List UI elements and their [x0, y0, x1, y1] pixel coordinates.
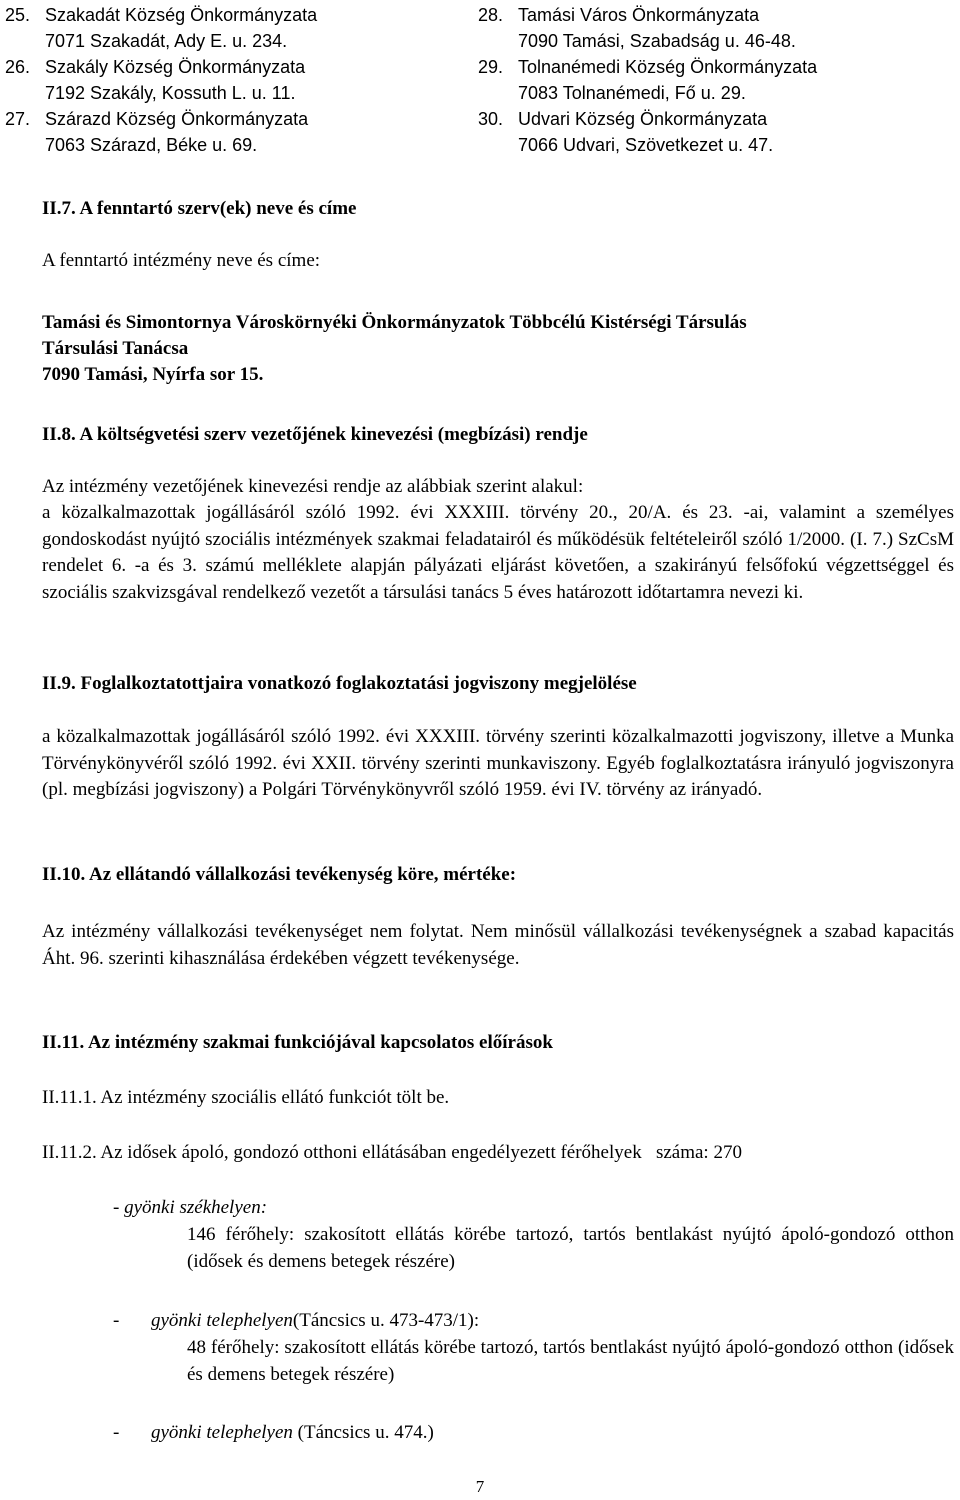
municipality-address: 7066 Udvari, Szövetkezet u. 47.: [518, 135, 774, 155]
appointment-intro: Az intézmény vezetőjének kinevezési rendje az alábbiak szerint alakul:: [42, 476, 584, 497]
municipality-number: 25.: [5, 5, 31, 25]
municipality-name: Tamási Város Önkormányzata: [518, 5, 760, 25]
municipality-address: 7192 Szakály, Kossuth L. u. 11.: [45, 83, 296, 103]
municipality-item: [478, 106, 948, 158]
subsection-ii-11-2: II.11.2. Az idősek ápoló, gondozó otthoni ellátásában engedélyezett férőhelyek száma: 270: [42, 1142, 742, 1163]
appointment-rules-paragraph: a közalkalmazottak jogállásáról szóló 1992. évi XXXIII. törvény 20., 20/A. és 23. -ai, valamint a személyes gondoskodást nyújtó szociális intézmények szakmai feladatairól és működésük feltételeiről szóló 1/2000. (I. 7.) SzCsM rendelet 6. -a és 3. számú melléklete alapján pályázati eljárást követően, a szakirányú felsőfokú végzettséggel és szociális szakvizsgával rendelkező vezetőt a társulási tanács 5 éves határozott időtartamra nevezi ki.: [42, 502, 954, 603]
page-number: 7: [475, 1477, 485, 1496]
site-seat-capacity: 146 férőhely: szakosított ellátás körébe tartozó, tartós bentlakást nyújtó ápoló-gondozó otthon (idősek és demens betegek részére): [187, 1224, 954, 1272]
municipality-name: Szakadát Község Önkormányzata: [45, 5, 318, 25]
site-branch-2-label: [151, 1420, 434, 1446]
section-heading-ii-7: II.7. A fenntartó szerv(ek) neve és címe: [42, 198, 357, 219]
section-heading-ii-8: II.8. A költségvetési szerv vezetőjének kinevezési (megbízási) rendje: [42, 424, 588, 445]
municipality-name: Tolnanémedi Község Önkormányzata: [518, 57, 818, 77]
subsection-ii-11-1: II.11.1. Az intézmény szociális ellátó funkciót tölt be.: [42, 1087, 450, 1108]
employment-relationship-paragraph: a közalkalmazottak jogállásáról szóló 1992. évi XXXIII. törvény szerinti közalkalmazotti jogviszony, illetve a Munka Törvénykönyvéről szóló 1992. évi XXII. törvény szerinti munkaviszony. Egyéb foglalkoztatásra irányuló jogviszonyra (pl. megbízási jogviszony) a Polgári Törvénykönyvről szóló 1959. évi IV. törvény az irányadó.: [42, 726, 954, 800]
municipality-list-left: [5, 2, 445, 158]
organization-address: 7090 Tamási, Nyírfa sor 15.: [42, 364, 264, 385]
organization-name-line-1: Tamási és Simontornya Városkörnyéki Önkormányzatok Többcélú Kistérségi Társulás: [42, 312, 747, 333]
site-branch-2-dash: -: [113, 1422, 120, 1443]
site-branch-1-label: [151, 1308, 479, 1334]
maintainer-intro: A fenntartó intézmény neve és címe:: [42, 250, 321, 271]
municipality-item: [5, 54, 445, 106]
municipality-number: 28.: [478, 5, 504, 25]
site-branch-1-capacity: 48 férőhely: szakosított ellátás körébe tartozó, tartós bentlakást nyújtó ápoló-gondozó otthon (idősek és demens betegek részére): [187, 1337, 954, 1385]
municipality-address: 7090 Tamási, Szabadság u. 46-48.: [518, 31, 796, 51]
site-branch-2-address: (Táncsics u. 474.): [292, 1422, 434, 1443]
municipality-number: 29.: [478, 57, 504, 77]
municipality-name: Udvari Község Önkormányzata: [518, 109, 768, 129]
municipality-item: [478, 2, 948, 54]
municipality-name: Szakály Község Önkormányzata: [45, 57, 306, 77]
site-branch-2-name: gyönki telephelyen: [151, 1422, 293, 1443]
municipality-number: 26.: [5, 57, 31, 77]
municipality-list-right: [478, 2, 948, 158]
municipality-address: 7071 Szakadát, Ady E. u. 234.: [45, 31, 288, 51]
organization-name-line-2: Társulási Tanácsa: [42, 338, 189, 359]
municipality-item: [5, 106, 445, 158]
section-heading-ii-9: II.9. Foglalkoztatottjaira vonatkozó foglakoztatási jogviszony megjelölése: [42, 673, 637, 694]
municipality-name: Szárazd Község Önkormányzata: [45, 109, 309, 129]
business-activity-paragraph: Az intézmény vállalkozási tevékenységet nem folytat. Nem minősül vállalkozási tevékenységnek a szabad kapacitás Áht. 96. szerinti kihasználása érdekében végzett tevékenysége.: [42, 921, 954, 969]
municipality-number: 27.: [5, 109, 31, 129]
municipality-number: 30.: [478, 109, 504, 129]
municipality-item: [478, 54, 948, 106]
municipality-address: 7063 Szárazd, Béke u. 69.: [45, 135, 258, 155]
site-branch-1-dash: -: [113, 1310, 120, 1331]
section-heading-ii-11: II.11. Az intézmény szakmai funkciójával kapcsolatos előírások: [42, 1032, 553, 1053]
municipality-address: 7083 Tolnanémedi, Fő u. 29.: [518, 83, 746, 103]
section-heading-ii-10: II.10. Az ellátandó vállalkozási tevékenység köre, mértéke:: [42, 864, 517, 885]
maintainer-organization: [42, 310, 954, 388]
municipality-item: [5, 2, 445, 54]
site-seat-label: - gyönki székhelyen:: [113, 1197, 268, 1218]
site-branch-1-name: gyönki telephelyen: [151, 1310, 293, 1331]
site-branch-1-address: (Táncsics u. 473-473/1):: [292, 1310, 480, 1331]
